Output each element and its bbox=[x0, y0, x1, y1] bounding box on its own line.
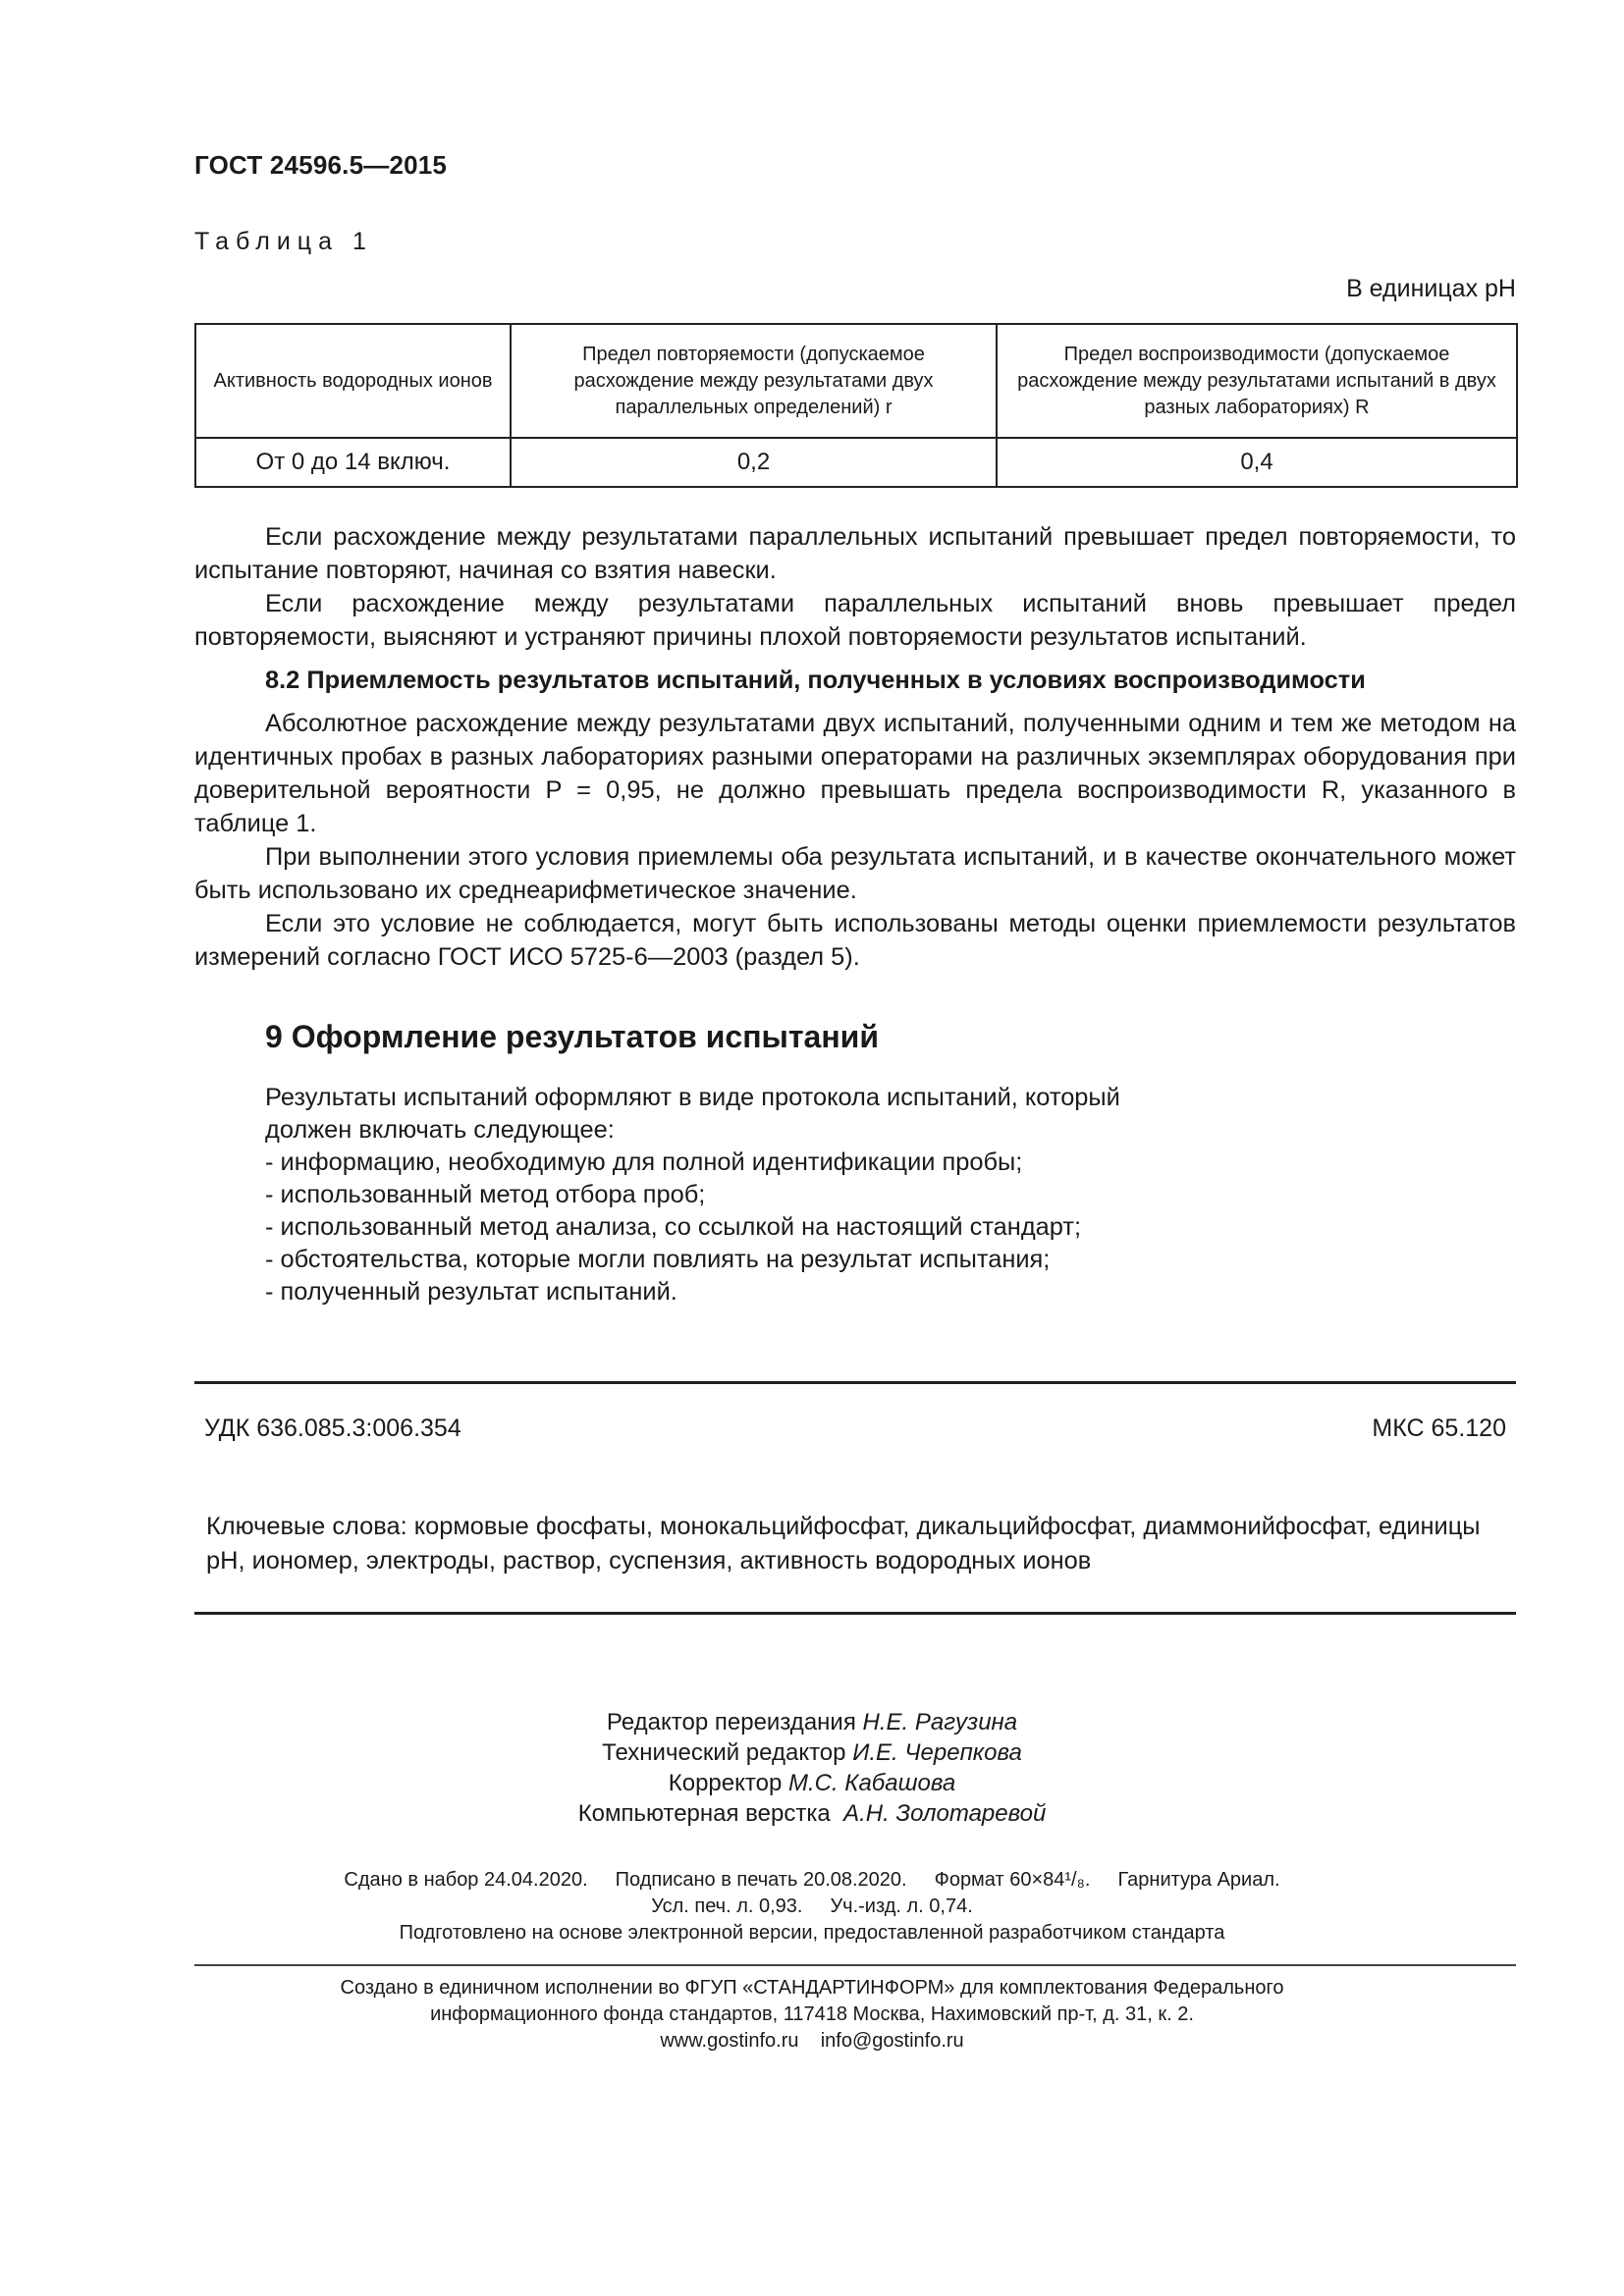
keywords: Ключевые слова: кормовые фосфаты, монокальцийфосфат, дикальцийфосфат, диаммонийфосфат, единицы pH, иономер, электроды, раствор, суспензия, активность водородных ионов bbox=[206, 1513, 1481, 1575]
table-units: В единицах pH bbox=[1346, 275, 1516, 302]
main-text bbox=[194, 520, 1516, 974]
paragraph: Если расхождение между результатами параллельных испытаний превышает предел повторяемости, то испытание повторяют, начиная со взятия навески. bbox=[194, 523, 1516, 584]
paragraph: При выполнении этого условия приемлемы оба результата испытаний, и в качестве окончательного может быть использовано их среднеарифметическое значение. bbox=[194, 843, 1516, 904]
section-heading: 9 Оформление результатов испытаний bbox=[265, 1019, 879, 1054]
udk-code: УДК 636.085.3:006.354 bbox=[204, 1415, 461, 1442]
publishing-sheets: Уч.-изд. л. 0,74. bbox=[830, 1896, 973, 1917]
section-intro: Результаты испытаний оформляют в виде протокола испытаний, который bbox=[265, 1084, 1120, 1111]
list-item: - обстоятельства, которые могли повлиять на результат испытания; bbox=[265, 1246, 1051, 1273]
imprint-block bbox=[0, 1867, 1624, 1947]
list-item: - использованный метод отбора проб; bbox=[265, 1181, 706, 1208]
paragraph: Если это условие не соблюдается, могут быть использованы методы оценки приемлемости результатов измерений согласно ГОСТ ИСО 5725-6—2003 (раздел 5). bbox=[194, 910, 1516, 971]
paper-format: Формат 60×84¹/₈. bbox=[934, 1869, 1091, 1891]
credit-line bbox=[0, 1707, 1624, 1737]
imprint-line bbox=[0, 1867, 1624, 1894]
publisher-line: Создано в единичном исполнении во ФГУП «СТАНДАРТИНФОРМ» для комплектования Федерального bbox=[340, 1977, 1284, 1999]
typeface: Гарнитура Ариал. bbox=[1117, 1869, 1280, 1891]
credit-line bbox=[0, 1768, 1624, 1798]
credit-name: И.Е. Черепкова bbox=[852, 1739, 1022, 1766]
table-caption: Таблица 1 bbox=[194, 228, 373, 255]
section-intro: должен включать следующее: bbox=[265, 1116, 615, 1144]
table-cell: От 0 до 14 включ. bbox=[195, 438, 511, 487]
divider bbox=[194, 1964, 1516, 1966]
credit-name: Н.Е. Рагузина bbox=[862, 1709, 1018, 1735]
typeset-date: Сдано в набор 24.04.2020. bbox=[344, 1869, 588, 1891]
paragraph: Если расхождение между результатами параллельных испытаний вновь превышает предел повторяемости, выясняют и устраняют причины плохой повторяемости результатов испытаний. bbox=[194, 590, 1516, 651]
email-link[interactable]: info@gostinfo.ru bbox=[820, 2030, 964, 2052]
divider bbox=[194, 1612, 1516, 1615]
publisher-contacts bbox=[0, 2028, 1624, 2055]
credit-name: М.С. Кабашова bbox=[787, 1770, 956, 1796]
imprint-note: Подготовлено на основе электронной версии, предоставленной разработчиком стандарта bbox=[399, 1922, 1225, 1944]
data-table bbox=[194, 323, 1518, 488]
list-item: - информацию, необходимую для полной идентификации пробы; bbox=[265, 1148, 1023, 1176]
publisher-block bbox=[0, 1975, 1624, 2055]
signed-date: Подписано в печать 20.08.2020. bbox=[615, 1869, 907, 1891]
credit-role: Компьютерная верстка bbox=[577, 1800, 831, 1827]
credit-role: Редактор переиздания bbox=[606, 1709, 856, 1735]
column-header: Предел повторяемости (допускаемое расхождение между результатами двух параллельных определений) r bbox=[511, 324, 997, 438]
subsection-heading: 8.2 Приемлемость результатов испытаний, полученных в условиях воспроизводимости bbox=[265, 667, 1366, 694]
divider bbox=[194, 1381, 1516, 1384]
paragraph: Абсолютное расхождение между результатами двух испытаний, полученными одним и тем же методом на идентичных пробах в разных лабораториях разными операторами на различных экземплярах оборудования при доверительной вероятности P = 0,95, не должно превышать предела воспроизводимости R, указанного в таблице 1. bbox=[194, 710, 1516, 837]
column-header: Активность водородных ионов bbox=[195, 324, 511, 438]
publisher-line: информационного фонда стандартов, 117418 Москва, Нахимовский пр-т, д. 31, к. 2. bbox=[430, 2003, 1194, 2025]
credit-role: Технический редактор bbox=[602, 1739, 846, 1766]
imprint-line bbox=[0, 1894, 1624, 1920]
column-header: Предел воспроизводимости (допускаемое расхождение между результатами испытаний в двух разных лабораториях) R bbox=[997, 324, 1517, 438]
list-item: - использованный метод анализа, со ссылкой на настоящий стандарт; bbox=[265, 1213, 1082, 1241]
table-cell: 0,4 bbox=[997, 438, 1517, 487]
list-item: - полученный результат испытаний. bbox=[265, 1278, 677, 1306]
credits-block bbox=[0, 1707, 1624, 1829]
standard-header: ГОСТ 24596.5—2015 bbox=[194, 150, 448, 180]
mks-code: МКС 65.120 bbox=[1372, 1415, 1506, 1442]
print-sheets: Усл. печ. л. 0,93. bbox=[651, 1896, 803, 1917]
credit-name: А.Н. Золотаревой bbox=[843, 1800, 1047, 1827]
section-9-text bbox=[265, 1082, 1345, 1308]
credit-line bbox=[0, 1798, 1624, 1829]
table-header-row bbox=[195, 324, 1517, 438]
credit-line bbox=[0, 1737, 1624, 1768]
website-link[interactable]: www.gostinfo.ru bbox=[660, 2030, 799, 2052]
credit-role: Корректор bbox=[668, 1770, 783, 1796]
table-cell: 0,2 bbox=[511, 438, 997, 487]
table-row bbox=[195, 438, 1517, 487]
